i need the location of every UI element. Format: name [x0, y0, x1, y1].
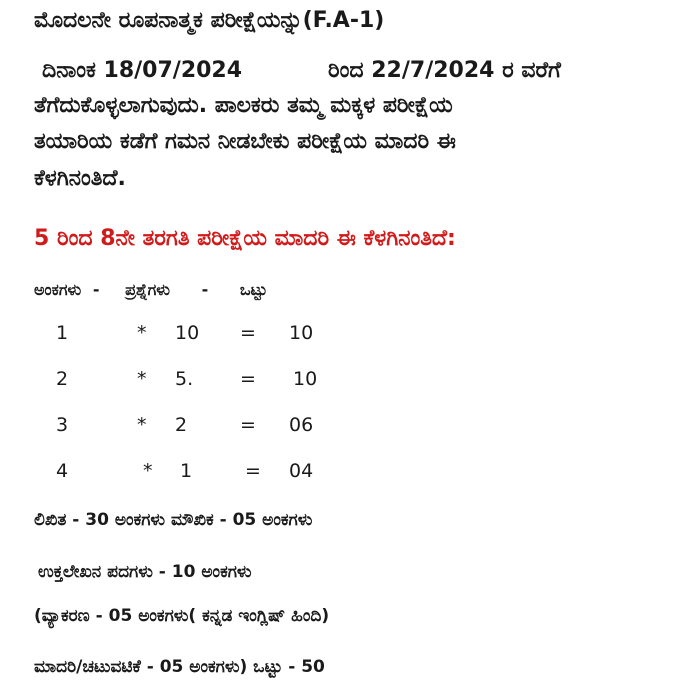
- row-marks: 2: [56, 368, 69, 390]
- header-questions: ಪ್ರಶ್ನೆಗಳು: [125, 280, 171, 299]
- row-questions: 1: [180, 460, 193, 482]
- header-total: ಒಟ್ಟು: [239, 280, 268, 299]
- header-dash: -: [92, 280, 100, 299]
- row-operator: *: [137, 414, 147, 436]
- row-operator: *: [137, 368, 147, 390]
- dictation-marks: ಉಕ್ತಲೇಖನ ಪದಗಳು - 10 ಅಂಕಗಳು: [38, 562, 252, 582]
- paragraph-line-1: [42, 58, 561, 83]
- table-row: [0, 460, 700, 486]
- grammar-marks: (ವ್ಯಾಕರಣ - 05 ಅಂಕಗಳು( ಕನ್ನಡ ಇಂಗ್ಲಿಷ್ ಹಿಂದಿ): [34, 606, 330, 626]
- model-activity-total: ಮಾದರಿ/ಚಟುವಟಿಕೆ - 05 ಅಂಕಗಳು) ಒಟ್ಟು - 50: [34, 657, 325, 677]
- section-subheading: 5 ರಿಂದ 8ನೇ ತರಗತಿ ಪರೀಕ್ಷೆಯ ಮಾದರಿ ಈ ಕೆಳಗಿನಂತಿದೆ:: [34, 226, 456, 251]
- row-total: 10: [289, 322, 314, 344]
- header-dash: -: [201, 280, 209, 299]
- paragraph-line-4: ಕೆಳಗಿನಂತಿದೆ.: [34, 166, 126, 191]
- header-marks: ಅಂಕಗಳು: [34, 280, 82, 299]
- row-marks: 3: [56, 414, 69, 436]
- table-row: [0, 414, 700, 440]
- row-equals: =: [240, 322, 256, 344]
- row-operator: *: [143, 460, 153, 482]
- written-oral-marks: ಲಿಖಿತ - 30 ಅಂಕಗಳು ಮೌಖಿಕ - 05 ಅಂಕಗಳು: [34, 510, 313, 530]
- row-equals: =: [240, 414, 256, 436]
- row-questions: 10: [175, 322, 200, 344]
- paragraph-line-3: ತಯಾರಿಯ ಕಡೆಗೆ ಗಮನ ನೀಡಬೇಕು ಪರೀಕ್ಷೆಯ ಮಾದರಿ ಈ: [34, 129, 456, 154]
- row-marks: 1: [56, 322, 69, 344]
- row-total: 06: [289, 414, 314, 436]
- table-row: [0, 322, 700, 348]
- date-start-text: ದಿನಾಂಕ 18/07/2024: [42, 58, 243, 83]
- row-questions: 5.: [175, 368, 194, 390]
- row-total: 04: [289, 460, 314, 482]
- paragraph-line-2: ತೆಗೆದುಕೊಳ್ಳಲಾಗುವುದು. ಪಾಲಕರು ತಮ್ಮ ಮಕ್ಕಳ ಪರೀಕ್ಷೆಯ: [34, 93, 453, 118]
- row-marks: 4: [56, 460, 69, 482]
- table-row: [0, 368, 700, 394]
- row-total: 10: [293, 368, 318, 390]
- date-end-text: ರಿಂದ 22/7/2024 ರ ವರೆಗೆ: [328, 58, 561, 83]
- row-equals: =: [240, 368, 256, 390]
- row-operator: *: [137, 322, 147, 344]
- document-heading: ಮೊದಲನೇ ರೂಪನಾತ್ಮಕ ಪರೀಕ್ಷೆಯನ್ನು(F.A-1): [34, 8, 385, 33]
- table-header: [34, 280, 267, 300]
- row-questions: 2: [175, 414, 188, 436]
- row-equals: =: [245, 460, 261, 482]
